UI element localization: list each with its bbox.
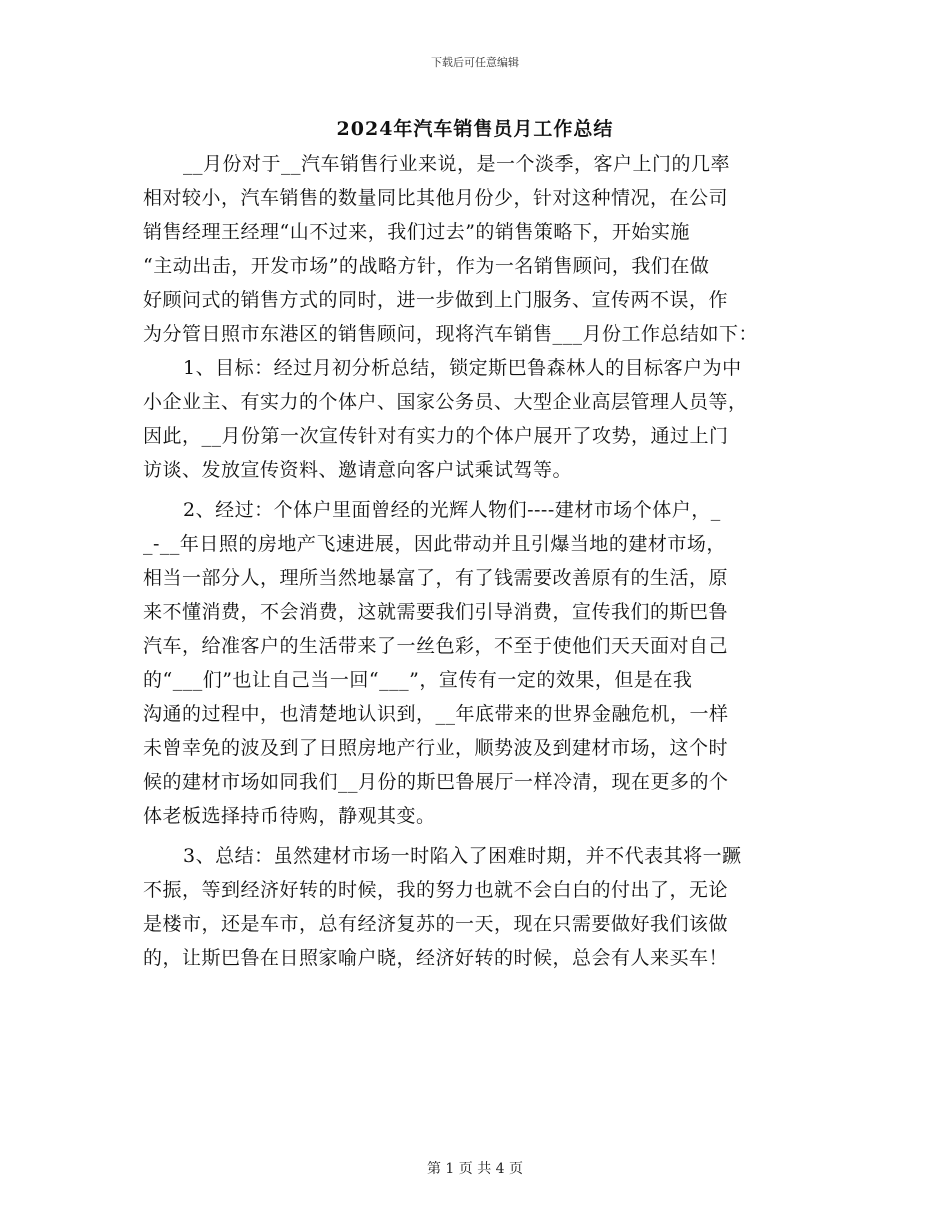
text-line: 相当一部分人，理所当然地暴富了，有了钱需要改善原有的生活，原 — [143, 567, 729, 589]
text-line: 销售经理王经理“山不过来，我们过去”的销售策略下，开始实施 — [143, 221, 690, 243]
text-line: 汽车，给准客户的生活带来了一丝色彩，不至于使他们天天面对自己 — [143, 635, 729, 657]
text-line: 好顾问式的销售方式的同时，进一步做到上门服务、宣传两不误，作 — [143, 289, 729, 311]
page-number: 第 1 页 共 4 页 — [426, 1161, 524, 1177]
paragraph-summary — [143, 839, 795, 975]
paragraph-goal — [143, 351, 795, 487]
document-body — [143, 147, 795, 975]
text-line: 候的建材市场如同我们__月份的斯巴鲁展厅一样冷清，现在更多的个 — [143, 771, 729, 793]
text-line: 访谈、发放宣传资料、邀请意向客户试乘试驾等。 — [143, 459, 573, 481]
text-line: 体老板选择持币待购，静观其变。 — [143, 805, 436, 827]
paragraph-intro — [143, 147, 795, 351]
text-line: 相对较小，汽车销售的数量同比其他月份少，针对这种情况，在公司 — [143, 187, 729, 209]
text-line: “主动出击，开发市场”的战略方针，作为一名销售顾问，我们在做 — [143, 255, 710, 277]
text-line: 小企业主、有实力的个体户、国家公务员、大型企业高层管理人员等， — [143, 391, 748, 413]
text-line: __月份对于__汽车销售行业来说，是一个淡季，客户上门的几率 — [183, 153, 731, 175]
text-line: 为分管日照市东港区的销售顾问，现将汽车销售___月份工作总结如下： — [143, 323, 759, 345]
text-line: 3、总结：虽然建材市场一时陷入了困难时期，并不代表其将一蹶 — [183, 845, 742, 867]
text-line: 是楼市，还是车市，总有经济复苏的一天，现在只需要做好我们该做 — [143, 913, 729, 935]
paragraph-process — [143, 493, 795, 833]
document-title: 2024年汽车销售员月工作总结 — [336, 118, 614, 140]
text-line: 沟通的过程中，也清楚地认识到，__年底带来的世界金融危机，一样 — [143, 703, 729, 725]
text-line: 未曾幸免的波及到了日照房地产行业，顺势波及到建材市场，这个时 — [143, 737, 729, 759]
header-note: 下载后可任意编辑 — [431, 56, 519, 69]
text-line: 的“___们”也让自己当一回“___”，宣传有一定的效果，但是在我 — [143, 669, 693, 691]
text-line: 2、经过：个体户里面曾经的光辉人物们----建材市场个体户，_ — [183, 499, 721, 521]
text-line: 的，让斯巴鲁在日照家喻户晓，经济好转的时候，总会有人来买车！ — [143, 947, 729, 969]
text-line: 1、目标：经过月初分析总结，锁定斯巴鲁森林人的目标客户为中 — [183, 357, 742, 379]
text-line: 来不懂消费，不会消费，这就需要我们引导消费，宣传我们的斯巴鲁 — [143, 601, 729, 623]
text-line: 不振，等到经济好转的时候，我的努力也就不会白白的付出了，无论 — [143, 879, 729, 901]
text-line: _-__年日照的房地产飞速进展，因此带动并且引爆当地的建材市场， — [143, 533, 726, 555]
text-line: 因此，__月份第一次宣传针对有实力的个体户展开了攻势，通过上门 — [143, 425, 729, 447]
